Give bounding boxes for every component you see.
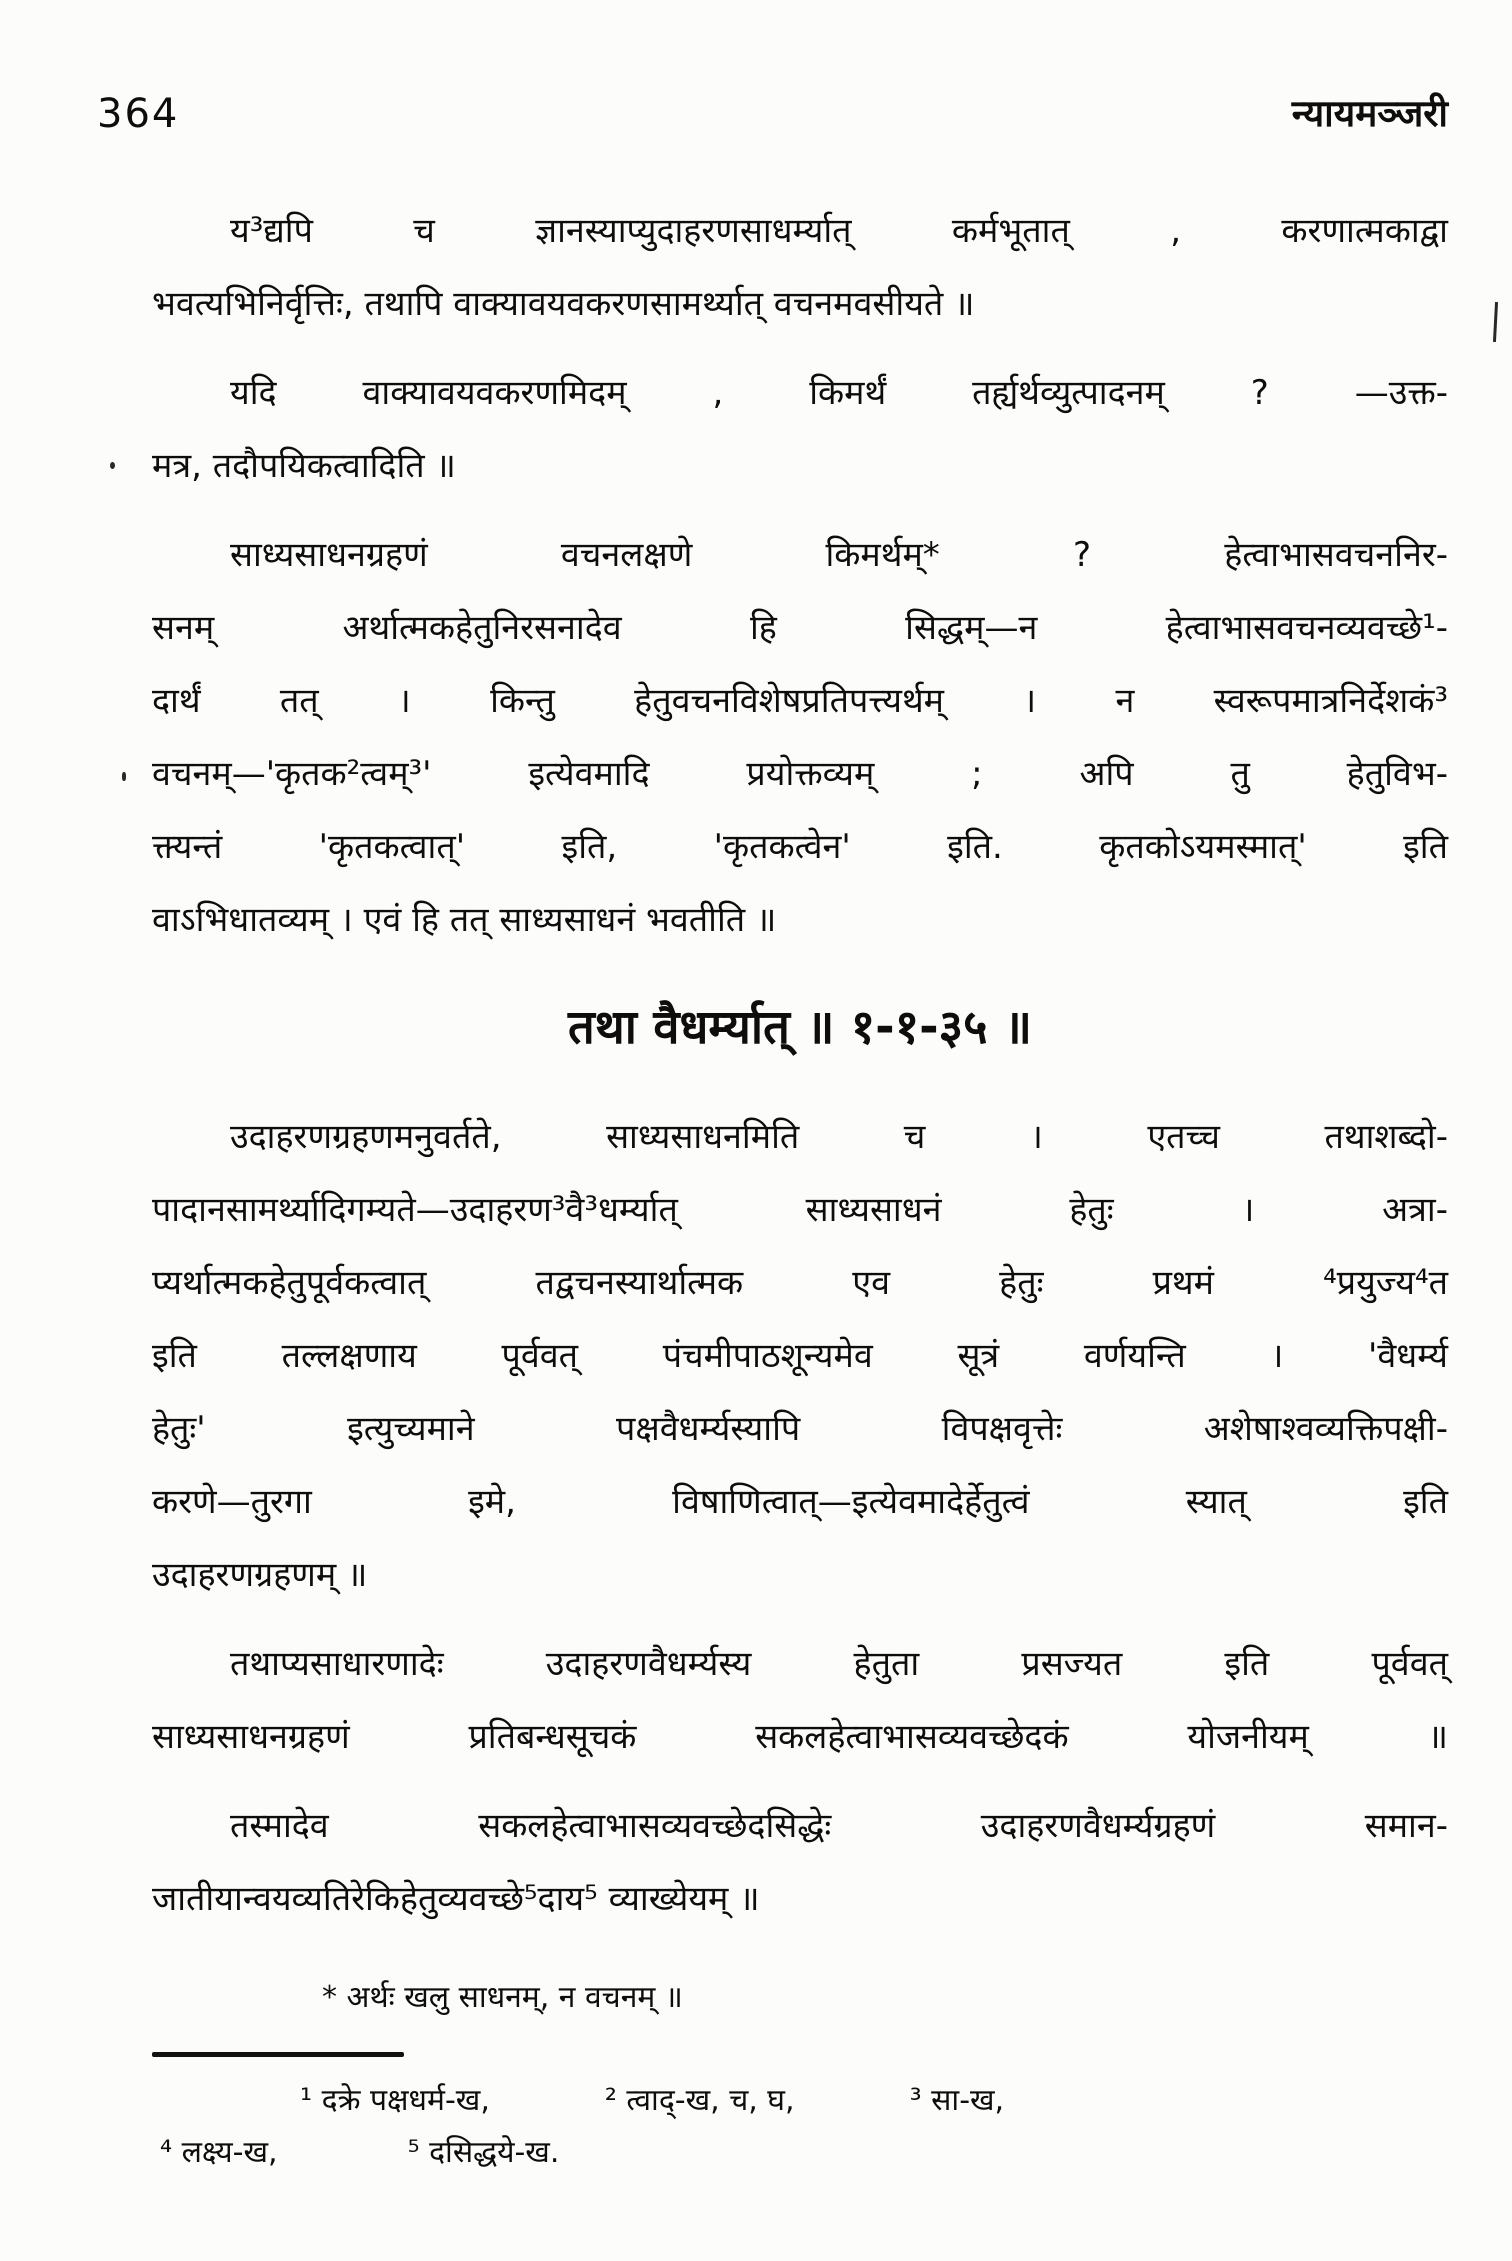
footnote-entry: ² त्वाद्-ख, च, घ, — [604, 2083, 795, 2118]
text-line: वाऽभिधातव्यम् । एवं हि तत् साध्यसाधनं भवतीति ॥ — [152, 900, 777, 940]
running-header — [97, 88, 1448, 140]
footnote-starred: * अर्थः खलु साधनम्, न वचनम् ॥ — [322, 1980, 683, 2015]
text-line: प्यर्थात्मकहेतुपूर्वकत्वात् तद्वचनस्यार्थात्मक एव हेतुः प्रथमं ⁴प्रयुज्य⁴त — [152, 1263, 1448, 1303]
footnote-entry: ¹ दक्रे पक्षधर्म-ख, — [300, 2083, 490, 2118]
scan-artifact — [110, 462, 115, 469]
footnote-entry: ⁵ दसिद्धये-ख. — [407, 2135, 560, 2170]
page-number: 364 — [97, 91, 180, 137]
footnote-row — [152, 2075, 1448, 2127]
scan-artifact — [122, 772, 126, 781]
text-line: हेतुः' इत्युच्यमाने पक्षवैधर्म्यस्यापि विपक्षवृत्तेः अशेषाश्वव्यक्तिपक्षी- — [152, 1409, 1448, 1449]
text-line: इति तल्लक्षणाय पूर्ववत् पंचमीपाठशून्यमेव सूत्रं वर्णयन्ति । 'वैधर्म्य — [152, 1336, 1448, 1376]
text-line: करणे—तुरगा इमे, विषाणित्वात्—इत्येवमादेर्हेतुत्वं स्यात् इति — [152, 1482, 1448, 1522]
running-header-title: न्यायमञ्जरी — [1291, 92, 1448, 135]
footnote-separator — [152, 2052, 404, 2057]
text-line: उदाहरणग्रहणमनुवर्तते, साध्यसाधनमिति च । एतच्च तथाशब्दो- — [230, 1117, 1448, 1157]
text-line: मत्र, तदौपयिकत्वादिति ॥ — [152, 446, 456, 486]
text-line: उदाहरणग्रहणम् ॥ — [152, 1555, 368, 1595]
sutra-heading: तथा वैधर्म्यात् ॥ १-१-३५ ॥ — [567, 1000, 1033, 1055]
text-line: तस्मादेव सकलहेत्वाभासव्यवच्छेदसिद्धेः उदाहरणवैधर्म्यग्रहणं समान- — [230, 1806, 1448, 1846]
text-line: पादानसामर्थ्यादिगम्यते—उदाहरण³वै³धर्म्यात् साध्यसाधनं हेतुः । अत्रा- — [152, 1190, 1448, 1230]
text-line: य³द्यपि च ज्ञानस्याप्युदाहरणसाधर्म्यात् कर्मभूतात् , करणात्मकाद्वा — [230, 211, 1448, 251]
text-line: तथाप्यसाधारणादेः उदाहरणवैधर्म्यस्य हेतुता प्रसज्यत इति पूर्ववत् — [230, 1644, 1448, 1684]
text-line: भवत्यभिनिर्वृत्तिः, तथापि वाक्यावयवकरणसामर्थ्यात् वचनमवसीयते ॥ — [152, 284, 975, 324]
text-line: जातीयान्वयव्यतिरेकिहेतुव्यवच्छे⁵दाय⁵ व्याख्येयम् ॥ — [152, 1879, 760, 1919]
text-line: यदि वाक्यावयवकरणमिदम् , किमर्थं तर्ह्यर्थव्युत्पादनम् ? —उक्त- — [230, 373, 1448, 413]
text-line: सनम् अर्थात्मकहेतुनिरसनादेव हि सिद्धम्—न हेत्वाभासवचनव्यवच्छे¹- — [152, 608, 1448, 648]
footnote-entry: ⁴ लक्ष्य-ख, — [160, 2135, 278, 2170]
footnote-entry: ³ सा-ख, — [909, 2083, 1005, 2118]
scan-artifact — [1493, 302, 1498, 342]
footnote-row — [152, 2127, 1448, 2179]
page-content — [97, 88, 1448, 2179]
text-line: क्त्यन्तं 'कृतकत्वात्' इति, 'कृतकत्वेन' इति. कृतकोऽयमस्मात्' इति — [152, 827, 1448, 867]
text-line: दार्थं तत् । किन्तु हेतुवचनविशेषप्रतिपत्त्यर्थम् । न स्वरूपमात्रनिर्देशकं³ — [152, 681, 1448, 721]
text-line: साध्यसाधनग्रहणं प्रतिबन्धसूचकं सकलहेत्वाभासव्यवच्छेदकं योजनीयम् ॥ — [152, 1717, 1448, 1757]
text-line: वचनम्—'कृतक²त्वम्³' इत्येवमादि प्रयोक्तव्यम् ; अपि तु हेतुविभ- — [152, 754, 1448, 794]
text-line: साध्यसाधनग्रहणं वचनलक्षणे किमर्थम्* ? हेत्वाभासवचननिर- — [230, 535, 1448, 575]
